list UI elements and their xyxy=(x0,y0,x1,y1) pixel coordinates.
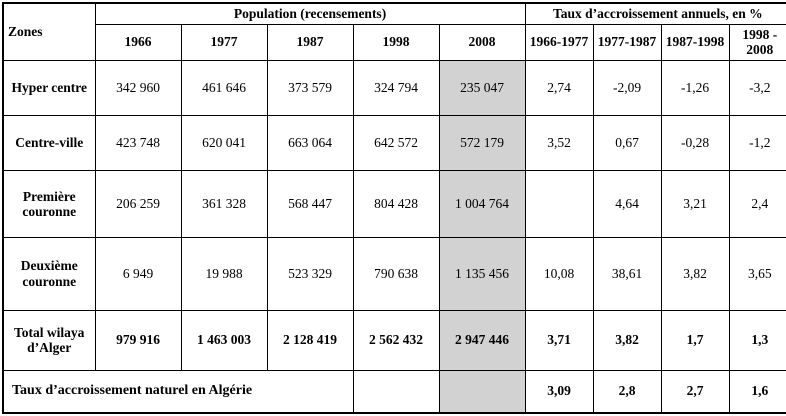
cell-rate: 3,65 xyxy=(729,237,786,310)
cell-pop: 2 128 419 xyxy=(267,310,353,370)
cell-pop: 373 579 xyxy=(267,60,353,115)
header-period-1966-1977: 1966-1977 xyxy=(525,24,593,60)
cell-rate: 2,74 xyxy=(525,60,593,115)
cell-pop-2008: 1 004 764 xyxy=(439,171,525,237)
cell-pop: 568 447 xyxy=(267,171,353,237)
footer-empty-cell xyxy=(353,370,439,413)
table-row-footer xyxy=(3,370,786,413)
cell-rate: 3,82 xyxy=(661,237,729,310)
cell-rate: -1,26 xyxy=(661,60,729,115)
header-zones: Zones xyxy=(3,3,95,60)
cell-pop-2008: 235 047 xyxy=(439,60,525,115)
cell-rate: 3,52 xyxy=(525,116,593,171)
cell-pop: 6 949 xyxy=(95,237,181,310)
cell-pop: 461 646 xyxy=(181,60,267,115)
cell-pop: 979 916 xyxy=(95,310,181,370)
cell-rate: -1,2 xyxy=(729,116,786,171)
cell-rate: 1,7 xyxy=(661,310,729,370)
cell-rate: 10,08 xyxy=(525,237,593,310)
cell-pop: 642 572 xyxy=(353,116,439,171)
cell-pop: 423 748 xyxy=(95,116,181,171)
footer-rate: 2,7 xyxy=(661,370,729,413)
cell-pop: 1 463 003 xyxy=(181,310,267,370)
cell-rate: 3,82 xyxy=(593,310,661,370)
table-row xyxy=(3,237,786,310)
header-year-1998: 1998 xyxy=(353,24,439,60)
header-row-years xyxy=(3,24,786,60)
cell-pop: 342 960 xyxy=(95,60,181,115)
header-period-1987-1998: 1987-1998 xyxy=(661,24,729,60)
cell-pop: 663 064 xyxy=(267,116,353,171)
cell-pop: 523 329 xyxy=(267,237,353,310)
row-label-total-wilaya: Total wilaya d’Alger xyxy=(3,310,95,370)
header-period-1998-2008: 1998 - 2008 xyxy=(729,24,786,60)
header-year-1977: 1977 xyxy=(181,24,267,60)
cell-pop: 206 259 xyxy=(95,171,181,237)
footer-label-natural-growth: Taux d’accroissement naturel en Algérie xyxy=(3,370,353,413)
population-growth-table xyxy=(2,2,786,414)
row-label-premiere-couronne: Première couronne xyxy=(3,171,95,237)
cell-rate: -0,28 xyxy=(661,116,729,171)
table-body xyxy=(3,60,786,413)
cell-rate: 0,67 xyxy=(593,116,661,171)
cell-rate: 38,61 xyxy=(593,237,661,310)
table-header xyxy=(3,3,786,60)
cell-rate: 3,71 xyxy=(525,310,593,370)
header-population-group: Population (recensements) xyxy=(95,3,525,24)
cell-rate: 2,4 xyxy=(729,171,786,237)
footer-empty-cell-shaded xyxy=(439,370,525,413)
footer-rate: 1,6 xyxy=(729,370,786,413)
table-row-total xyxy=(3,310,786,370)
cell-rate: 3,21 xyxy=(661,171,729,237)
cell-pop: 19 988 xyxy=(181,237,267,310)
cell-pop: 620 041 xyxy=(181,116,267,171)
header-row-groups xyxy=(3,3,786,24)
cell-pop: 804 428 xyxy=(353,171,439,237)
row-label-deuxieme-couronne: Deuxième couronne xyxy=(3,237,95,310)
cell-rate xyxy=(525,171,593,237)
cell-pop: 361 328 xyxy=(181,171,267,237)
table-row xyxy=(3,116,786,171)
cell-rate: 1,3 xyxy=(729,310,786,370)
cell-pop-2008: 2 947 446 xyxy=(439,310,525,370)
cell-rate: -3,2 xyxy=(729,60,786,115)
header-year-2008: 2008 xyxy=(439,24,525,60)
header-year-1987: 1987 xyxy=(267,24,353,60)
footer-rate: 2,8 xyxy=(593,370,661,413)
header-period-1977-1987: 1977-1987 xyxy=(593,24,661,60)
cell-rate: 4,64 xyxy=(593,171,661,237)
header-year-1966: 1966 xyxy=(95,24,181,60)
cell-pop: 324 794 xyxy=(353,60,439,115)
header-growth-group: Taux d’accroissement annuels, en % xyxy=(525,3,786,24)
row-label-centre-ville: Centre-ville xyxy=(3,116,95,171)
table-row xyxy=(3,60,786,115)
cell-rate: -2,09 xyxy=(593,60,661,115)
row-label-hyper-centre: Hyper centre xyxy=(3,60,95,115)
table-row xyxy=(3,171,786,237)
cell-pop: 2 562 432 xyxy=(353,310,439,370)
footer-rate: 3,09 xyxy=(525,370,593,413)
cell-pop: 790 638 xyxy=(353,237,439,310)
cell-pop-2008: 1 135 456 xyxy=(439,237,525,310)
cell-pop-2008: 572 179 xyxy=(439,116,525,171)
